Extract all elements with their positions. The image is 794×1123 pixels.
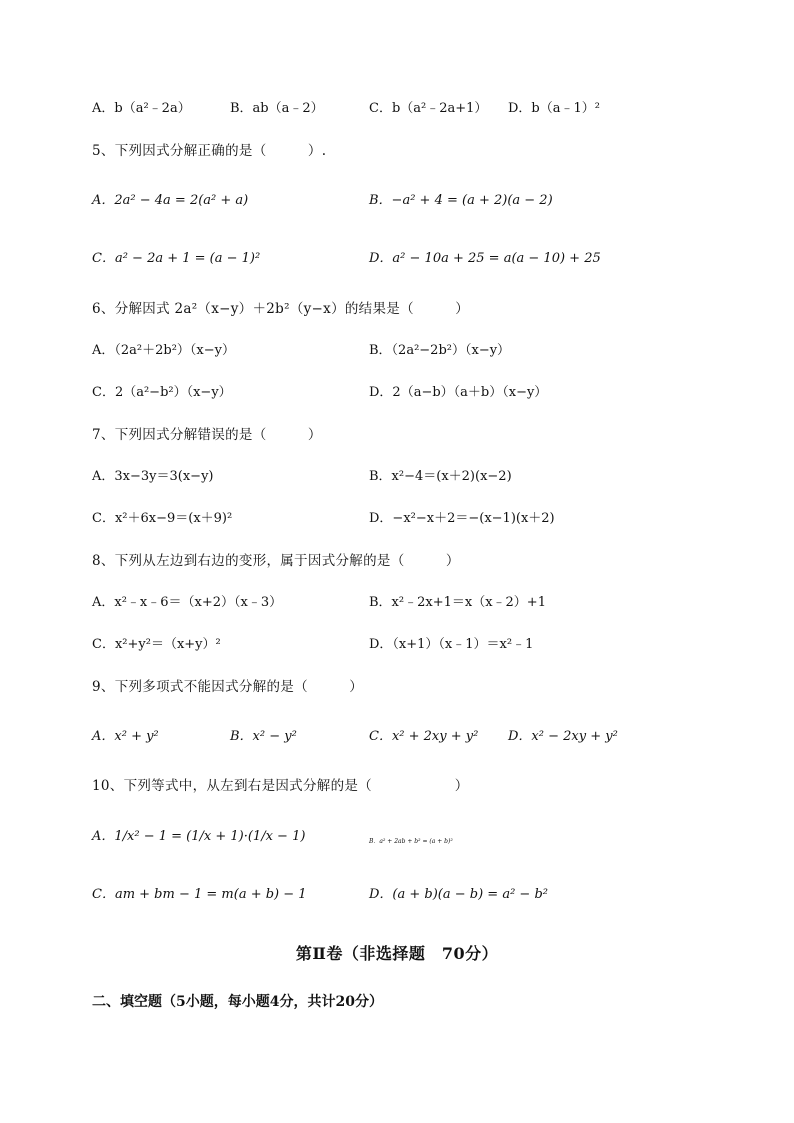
q10-option-d: D．(a + b)(a − b) = a² − b²	[369, 887, 548, 902]
q7-option-c: C．x²＋6x−9＝(x＋9)²	[92, 511, 233, 526]
q5-option-a: A．2a² − 4a = 2(a² + a)	[92, 193, 249, 208]
q8-option-c: C．x²+y²＝（x+y）²	[92, 637, 221, 652]
q8-stem: 8、下列从左边到右边的变形，属于因式分解的是（ ）	[92, 553, 460, 569]
section-2-title: 第Ⅱ卷（非选择题 70分）	[295, 944, 499, 963]
q6-option-c: C．2（a²−b²）（x−y）	[92, 385, 232, 400]
q7-option-a: A．3x−3y＝3(x−y)	[92, 469, 214, 484]
q5-option-d: D．a² − 10a + 25 = a(a − 10) + 25	[369, 251, 601, 266]
q9-option-b: B．x² − y²	[230, 729, 297, 744]
q6-option-b: B．（2a²−2b²）（x−y）	[369, 343, 511, 358]
q7-option-b: B．x²−4＝(x＋2)(x−2)	[369, 469, 512, 484]
q4-option-c: C．b（a²﹣2a+1）	[369, 101, 488, 116]
q9-stem: 9、下列多项式不能因式分解的是（ ）	[92, 679, 364, 695]
q7-stem: 7、下列因式分解错误的是（ ）	[92, 427, 322, 443]
q9-option-d: D．x² − 2xy + y²	[508, 729, 618, 744]
q7-option-d: D．−x²−x＋2＝−(x−1)(x＋2)	[369, 511, 555, 526]
q6-option-a: A．（2a²＋2b²）（x−y）	[92, 343, 235, 358]
q5-option-b: B．−a² + 4 = (a + 2)(a − 2)	[369, 193, 553, 208]
q6-option-d: D．2（a−b）（a＋b）（x−y）	[369, 385, 548, 400]
fill-in-section-heading: 二、填空题（5小题，每小题4分，共计20分）	[92, 994, 383, 1010]
q5-option-c: C．a² − 2a + 1 = (a − 1)²	[92, 251, 261, 266]
q8-option-b: B．x²﹣2x+1＝x（x﹣2）+1	[369, 595, 546, 610]
q9-option-c: C．x² + 2xy + y²	[369, 729, 479, 744]
q8-option-d: D．（x+1）（x﹣1）＝x²﹣1	[369, 637, 534, 652]
q6-stem: 6、分解因式 2a²（x−y）＋2b²（y−x）的结果是（ ）	[92, 301, 470, 317]
q5-stem: 5、下列因式分解正确的是（ ）.	[92, 143, 327, 159]
q8-option-a: A．x²﹣x﹣6＝（x+2）（x﹣3）	[92, 595, 283, 610]
q4-option-a: A．b（a²﹣2a）	[92, 101, 191, 116]
q10-stem: 10、下列等式中，从左到右是因式分解的是（ ）	[92, 778, 469, 794]
q10-option-c: C．am + bm − 1 = m(a + b) − 1	[92, 887, 307, 902]
q10-option-b: B．a² + 2ab + b² = (a + b)²	[369, 838, 453, 845]
q10-option-a: A．1/x² − 1 = (1/x + 1)·(1/x − 1)	[92, 829, 306, 844]
q9-option-a: A．x² + y²	[92, 729, 159, 744]
q4-option-b: B．ab（a﹣2）	[230, 101, 324, 116]
q4-option-d: D．b（a﹣1）²	[508, 101, 600, 116]
